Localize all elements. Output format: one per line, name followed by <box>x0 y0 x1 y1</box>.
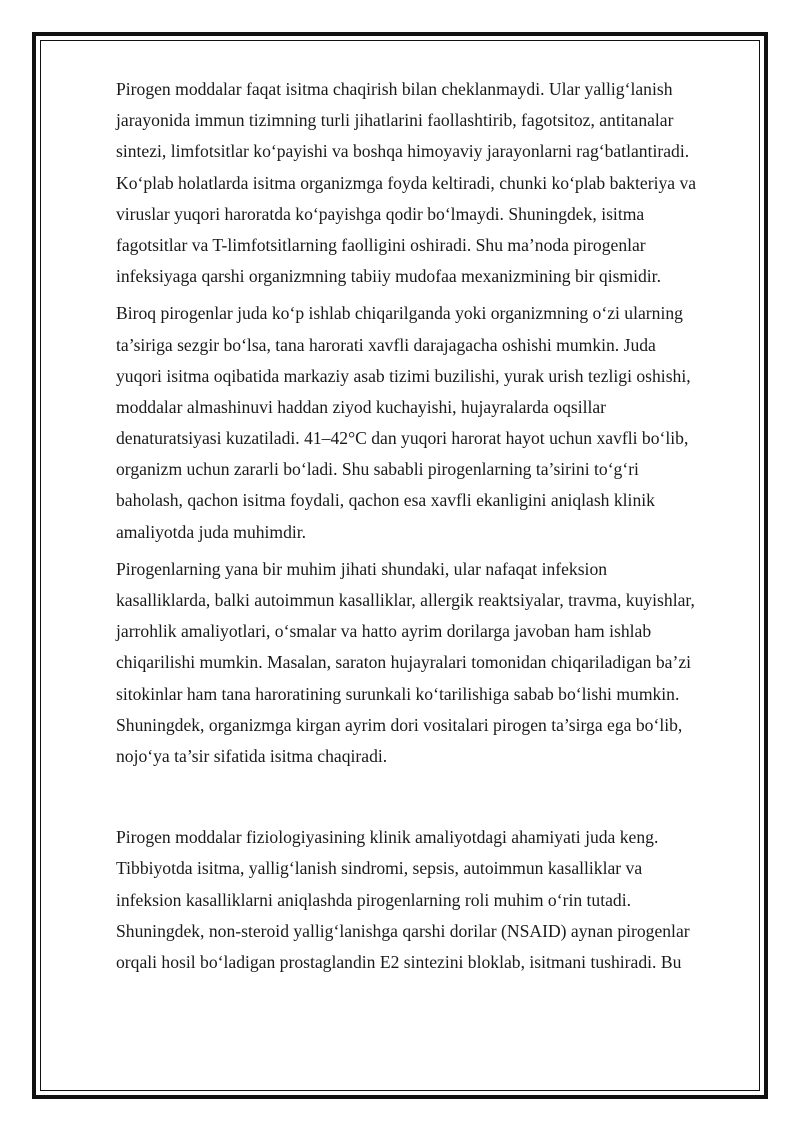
text-line: Ko‘plab holatlarda isitma organizmga foyda keltiradi, chunki ko‘plab bakteriya va <box>116 172 697 193</box>
text-line: jarrohlik amaliyotlari, o‘smalar va hatto ayrim dorilarga javoban ham ishlab <box>116 621 652 642</box>
text-line: organizm uchun zararli bo‘ladi. Shu sababli pirogenlarning ta’sirini to‘g‘ri <box>116 459 639 480</box>
text-line: nojo‘ya ta’sir sifatida isitma chaqiradi. <box>116 745 388 766</box>
paragraph-1 <box>116 74 716 292</box>
text-line: moddalar almashinuvi haddan ziyod kuchayishi, hujayralarda oqsillar <box>116 396 607 417</box>
text-line: viruslar yuqori haroratda ko‘payishga qodir bo‘lmaydi. Shuningdek, isitma <box>116 203 645 224</box>
paragraph-spacer <box>116 772 716 822</box>
text-line: fagotsitlar va T-limfotsitlarning faolligini oshiradi. Shu ma’noda pirogenlar <box>116 234 646 255</box>
text-line: chiqarilishi mumkin. Masalan, saraton hujayralari tomonidan chiqariladigan ba’zi <box>116 652 692 673</box>
text-line: Tibbiyotda isitma, yallig‘lanish sindromi, sepsis, autoimmun kasalliklar va <box>116 858 643 879</box>
text-line: yuqori isitma oqibatida markaziy asab tizimi buzilishi, yurak urish tezligi oshishi, <box>116 365 691 386</box>
text-line: baholash, qachon isitma foydali, qachon esa xavfli ekanligini aniqlash klinik <box>116 490 655 511</box>
text-line: Shuningdek, non-steroid yallig‘lanishga qarshi dorilar (NSAID) aynan pirogenlar <box>116 920 690 941</box>
text-line: Shuningdek, organizmga kirgan ayrim dori vositalari pirogen ta’sirga ega bo‘lib, <box>116 714 683 735</box>
text-line: Biroq pirogenlar juda ko‘p ishlab chiqarilganda yoki organizmning o‘zi ularning <box>116 303 683 324</box>
paragraph-4 <box>116 822 716 978</box>
text-line: denaturatsiyasi kuzatiladi. 41–42°C dan yuqori harorat hayot uchun xavfli bo‘lib, <box>116 428 689 449</box>
paragraph-2 <box>116 298 716 548</box>
text-line: jarayonida immun tizimning turli jihatlarini faollashtirib, fagotsitoz, antitanalar <box>116 110 674 131</box>
text-line: Pirogen moddalar fiziologiyasining klinik amaliyotdagi ahamiyati juda keng. <box>116 827 659 848</box>
text-line: orqali hosil bo‘ladigan prostaglandin E2 sintezini bloklab, isitmani tushiradi. Bu <box>116 951 682 972</box>
text-line: amaliyotda juda muhimdir. <box>116 521 307 542</box>
text-line: infeksion kasalliklarni aniqlashda pirogenlarning roli muhim o‘rin tutadi. <box>116 889 631 910</box>
text-line: sintezi, limfotsitlar ko‘payishi va boshqa himoyaviy jarayonlarni rag‘batlantiradi. <box>116 141 690 162</box>
text-line: ta’siriga sezgir bo‘lsa, tana harorati xavfli darajagacha oshishi mumkin. Juda <box>116 334 656 355</box>
document-body <box>116 74 716 978</box>
text-line: kasalliklarda, balki autoimmun kasalliklar, allergik reaktsiyalar, travma, kuyishlar, <box>116 590 695 610</box>
text-line: Pirogen moddalar faqat isitma chaqirish bilan cheklanmaydi. Ular yallig‘lanish <box>116 79 673 99</box>
paragraph-3 <box>116 554 716 772</box>
text-line: infeksiyaga qarshi organizmning tabiiy mudofaa mexanizmining bir qismidir. <box>116 266 661 287</box>
text-line: sitokinlar ham tana haroratining surunkali ko‘tarilishiga sabab bo‘lishi mumkin. <box>116 683 680 704</box>
text-line: Pirogenlarning yana bir muhim jihati shundaki, ular nafaqat infeksion <box>116 558 608 579</box>
